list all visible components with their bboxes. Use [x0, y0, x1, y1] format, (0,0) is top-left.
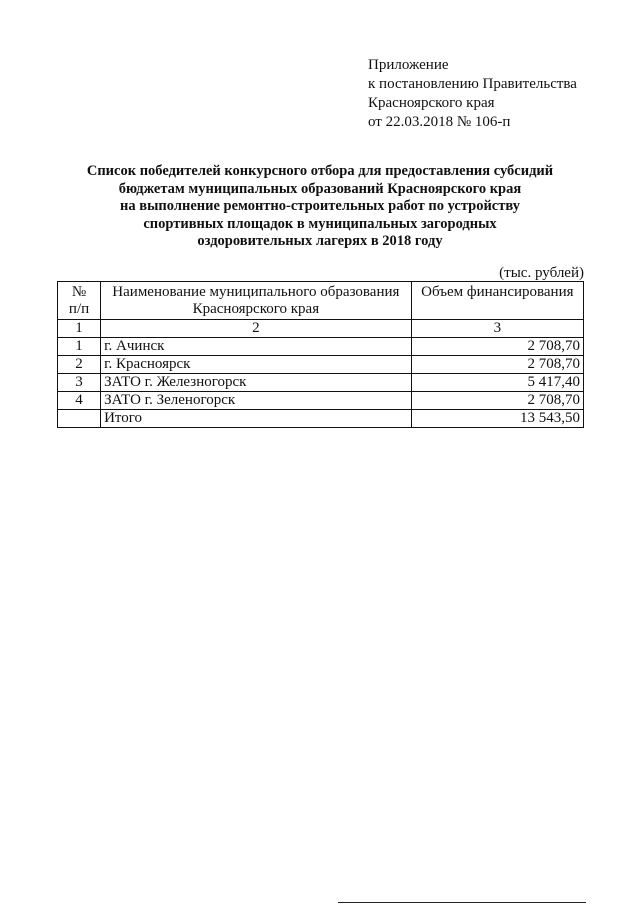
title-line: на выполнение ремонтно-строительных работ по устройству	[120, 198, 520, 214]
table-row	[58, 338, 584, 356]
index-cell: 3	[411, 320, 583, 338]
title-line: оздоровительных лагерях в 2018 году	[197, 233, 443, 249]
appendix-line: к постановлению Правительства	[368, 76, 577, 92]
header-num-line: п/п	[68, 301, 90, 317]
header-num	[58, 282, 101, 320]
row-sum: 5 417,40	[411, 374, 583, 392]
row-sum: 2 708,70	[411, 338, 583, 356]
appendix-block	[368, 56, 577, 132]
appendix-line: от 22.03.2018 № 106-п	[368, 114, 511, 130]
title-line: спортивных площадок в муниципальных загородных	[143, 215, 497, 232]
header-name	[101, 282, 412, 320]
funding-table	[57, 281, 584, 428]
row-num: 4	[58, 392, 101, 410]
column-index-row	[58, 320, 584, 338]
title-line: Список победителей конкурсного отбора для предоставления субсидий	[86, 163, 554, 179]
row-name: г. Ачинск	[101, 338, 412, 356]
header-name-line: Красноярского края	[192, 301, 320, 317]
table-header-row	[58, 282, 584, 320]
row-name: ЗАТО г. Зеленогорск	[101, 392, 412, 410]
units-note: (тыс. рублей)	[499, 265, 584, 281]
row-num: 2	[58, 356, 101, 374]
row-num: 1	[58, 338, 101, 356]
index-cell: 1	[58, 320, 101, 338]
header-sum: Объем финансирования	[411, 282, 583, 320]
document-title	[0, 163, 640, 251]
total-sum: 13 543,50	[411, 410, 583, 428]
header-num-line: №	[71, 284, 87, 300]
appendix-line: Приложение	[368, 57, 449, 73]
row-num: 3	[58, 374, 101, 392]
table-row	[58, 392, 584, 410]
row-sum: 2 708,70	[411, 356, 583, 374]
title-line: бюджетам муниципальных образований Красноярского края	[118, 180, 522, 197]
table-row	[58, 356, 584, 374]
total-row	[58, 410, 584, 428]
appendix-line: Красноярского края	[368, 95, 495, 111]
row-name: г. Красноярск	[101, 356, 412, 374]
row-sum: 2 708,70	[411, 392, 583, 410]
bottom-divider	[338, 902, 586, 903]
header-name-line: Наименование муниципального образования	[112, 284, 400, 300]
total-label: Итого	[101, 410, 412, 428]
table-row	[58, 374, 584, 392]
total-num	[58, 410, 101, 428]
row-name: ЗАТО г. Железногорск	[101, 374, 412, 392]
index-cell: 2	[101, 320, 412, 338]
